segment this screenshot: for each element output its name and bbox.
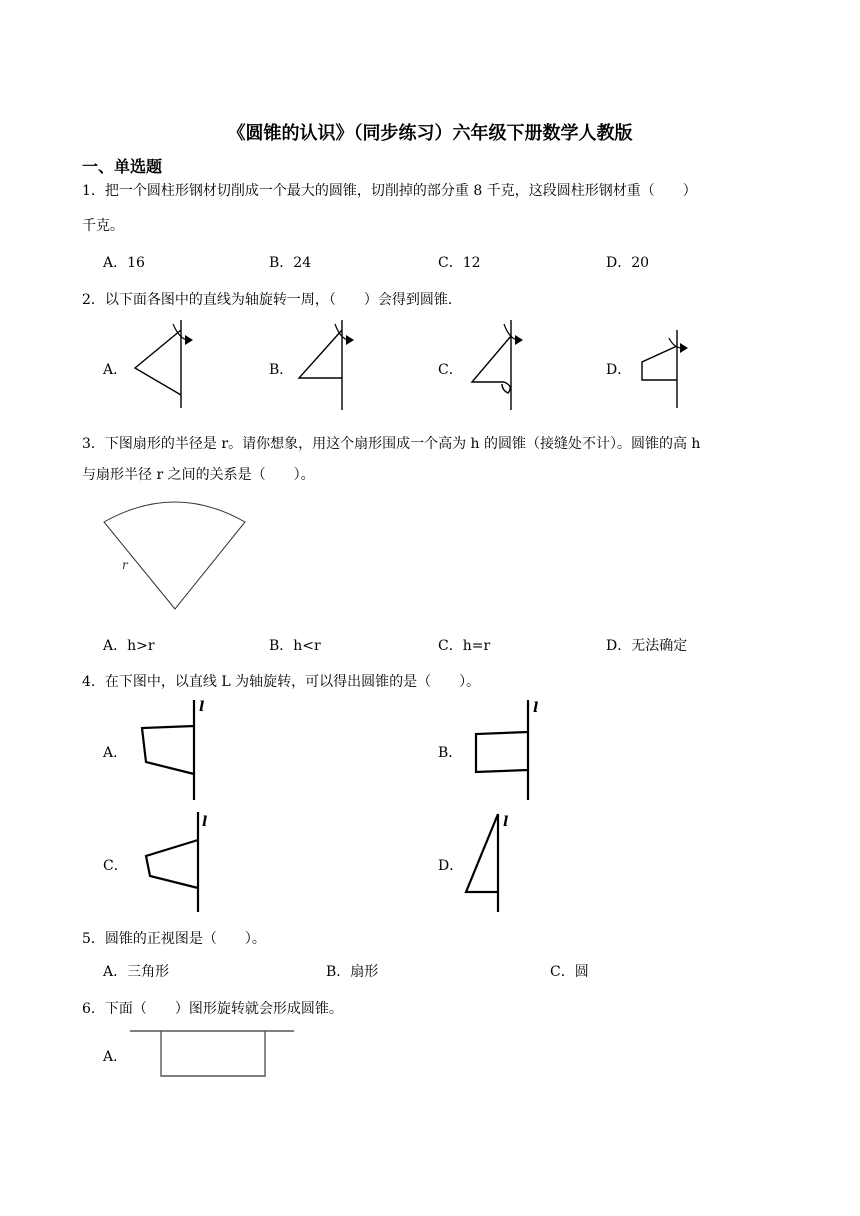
question-5-text: 圆锥的正视图是（ ）。 — [104, 931, 266, 947]
question-2-option-b[interactable]: B． — [269, 362, 294, 378]
q4-figure-b — [472, 700, 552, 802]
q4-figure-a — [138, 700, 218, 802]
q2-figure-d — [634, 318, 709, 410]
question-1-option-d[interactable]: D．20 — [606, 255, 650, 271]
question-4-number: 4． — [82, 674, 105, 690]
question-5-option-b[interactable]: B．扇形 — [326, 964, 379, 980]
q4-figure-a-axis-label: l — [199, 699, 205, 715]
q2-figure-a — [125, 318, 200, 410]
question-1-option-b[interactable]: B．24 — [269, 255, 312, 271]
question-1-line-1 — [82, 177, 697, 205]
question-4-option-c[interactable]: C． — [103, 858, 128, 874]
section-heading: 一、单选题 — [82, 157, 163, 176]
question-1-number: 1． — [82, 183, 105, 199]
q4-figure-a-shape — [142, 700, 194, 800]
question-1-text: 把一个圆柱形钢材切削成一个最大的圆锥，切削掉的部分重 8 千克，这段圆柱形钢材重（ ） — [104, 183, 697, 199]
question-1-option-c[interactable]: C．12 — [438, 255, 481, 271]
q2-figure-b — [295, 318, 370, 410]
question-4-text: 在下图中，以直线 L 为轴旋转，可以得出圆锥的是（ ）。 — [104, 674, 481, 690]
question-3-number: 3． — [82, 436, 105, 452]
q6-figure-a — [130, 1028, 296, 1080]
question-2-option-c[interactable]: C． — [438, 362, 463, 378]
question-2-number: 2． — [82, 292, 105, 308]
question-3-option-d[interactable]: D．无法确定 — [606, 638, 688, 654]
question-3-line-2: 与扇形半径 r 之间的关系是（ ）。 — [82, 467, 315, 483]
q2-figure-a-rotation-arrow — [173, 324, 187, 340]
question-3-option-a[interactable]: A．h>r — [103, 638, 155, 654]
question-6-option-a[interactable]: A． — [103, 1049, 128, 1065]
q3-radius-label: r — [122, 558, 128, 572]
q4-figure-d-axis-label: l — [503, 814, 509, 830]
q4-figure-c-shape — [146, 812, 198, 912]
question-5-number: 5． — [82, 931, 105, 947]
q4-figure-d — [462, 812, 542, 914]
question-4-option-a[interactable]: A． — [103, 745, 128, 761]
question-6-text: 下面（ ）图形旋转就会形成圆锥。 — [104, 1001, 343, 1017]
question-6-line-1 — [82, 995, 343, 1023]
question-5-option-c[interactable]: C．圆 — [550, 964, 589, 980]
question-1-option-a[interactable]: A．16 — [103, 255, 145, 271]
question-3-line-1 — [82, 430, 700, 458]
question-5-line-1 — [82, 925, 266, 953]
question-2-option-a[interactable]: A． — [103, 362, 128, 378]
q4-figure-b-axis-label: l — [533, 700, 539, 716]
q4-figure-d-shape — [466, 814, 498, 912]
question-2-text: 以下面各图中的直线为轴旋转一周，（ ）会得到圆锥． — [104, 292, 462, 308]
question-3-text: 下图扇形的半径是 r。请你想象，用这个扇形围成一个高为 h 的圆锥（接缝处不计）。圆锥的高 h — [104, 436, 701, 452]
question-5-option-a[interactable]: A．三角形 — [103, 964, 170, 980]
question-4-line-1 — [82, 668, 480, 696]
question-3-option-b[interactable]: B．h<r — [269, 638, 321, 654]
question-2-line-1 — [82, 286, 462, 314]
question-4-option-b[interactable]: B． — [438, 745, 463, 761]
question-3-option-c[interactable]: C．h=r — [438, 638, 491, 654]
q2-figure-b-shape — [299, 320, 342, 410]
page-title: 《圆锥的认识》（同步练习）六年级下册数学人教版 — [227, 123, 633, 144]
q6-figure-a-rectangle — [161, 1031, 265, 1076]
q4-figure-c-axis-label: l — [202, 814, 208, 830]
q2-figure-c-shape — [472, 320, 511, 410]
q4-figure-b-shape — [476, 700, 528, 800]
question-2-option-d[interactable]: D． — [606, 362, 632, 378]
q4-figure-c — [142, 812, 222, 914]
q2-figure-a-shape — [135, 320, 181, 408]
q2-figure-c — [466, 318, 541, 410]
question-6-number: 6． — [82, 1001, 105, 1017]
question-1-line-2: 千克。 — [82, 218, 124, 234]
q3-sector-shape — [104, 502, 245, 609]
question-4-option-d[interactable]: D． — [438, 858, 464, 874]
